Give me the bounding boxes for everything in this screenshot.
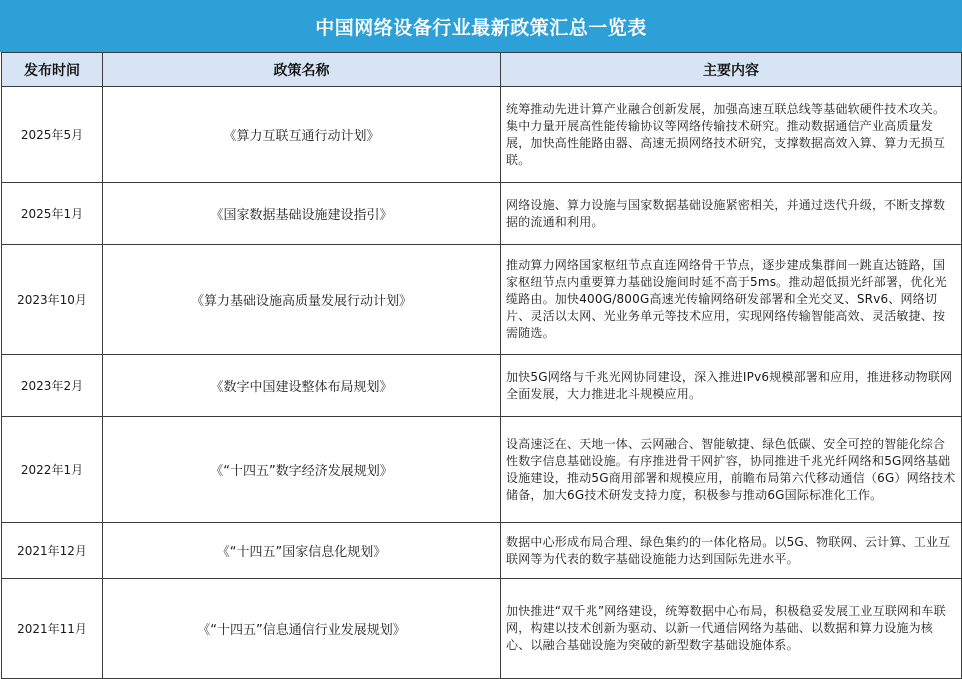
row-content: 数据中心形成布局合理、绿色集约的一体化格局。以5G、物联网、云计算、工业互联网等为代表的数字基础设施能力达到国际先进水平。 (501, 523, 962, 579)
row-content: 设高速泛在、天地一体、云网融合、智能敏捷、绿色低碳、安全可控的智能化综合性数字信息基础设施。有序推进骨干网扩容，协同推进千兆光纤网络和5G网络基础设施建设，推动5G商用部署和规模应用，前瞻布局第六代移动通信（6G）网络技术储备，加大6G技术研发支持力度，积极参与推动6G国际标准化工作。 (501, 417, 962, 523)
row-date: 2025年5月 (2, 87, 103, 183)
header-release-date: 发布时间 (2, 53, 103, 87)
table-row (2, 523, 962, 579)
row-policy-name: 《算力互联互通行动计划》 (103, 87, 501, 183)
row-content: 网络设施、算力设施与国家数据基础设施紧密相关，并通过迭代升级，不断支撑数据的流通和利用。 (501, 183, 962, 245)
table-title-bar (0, 0, 962, 52)
row-policy-name: 《国家数据基础设施建设指引》 (103, 183, 501, 245)
table-row (2, 355, 962, 417)
row-content: 推动算力网络国家枢纽节点直连网络骨干节点，逐步建成集群间一跳直达链路，国家枢纽节点内重要算力基础设施间时延不高于5ms。推动超低损光纤部署，优化光缆路由。加快400G/800G高速光传输网络研发部署和全光交叉、SRv6、网络切片、灵活以太网、光业务单元等技术应用，实现网络传输智能高效、灵活敏捷、按需随选。 (501, 245, 962, 355)
row-content: 统筹推动先进计算产业融合创新发展，加强高速互联总线等基础软硬件技术攻关。集中力量开展高性能传输协议等网络传输技术研究。推动数据通信产业高质量发展，加快高性能路由器、高速无损网络技术研究，支撑数据高效入算、算力无损互联。 (501, 87, 962, 183)
row-date: 2025年1月 (2, 183, 103, 245)
table-title: 中国网络设备行业最新政策汇总一览表 (315, 16, 647, 39)
row-date: 2021年11月 (2, 579, 103, 679)
header-policy-name: 政策名称 (103, 53, 501, 87)
table-row (2, 417, 962, 523)
table-row (2, 183, 962, 245)
row-date: 2022年1月 (2, 417, 103, 523)
header-main-content: 主要内容 (501, 53, 962, 87)
row-content: 加快5G网络与千兆光网协同建设，深入推进IPv6规模部署和应用，推进移动物联网全面发展，大力推进北斗规模应用。 (501, 355, 962, 417)
row-policy-name: 《算力基础设施高质量发展行动计划》 (103, 245, 501, 355)
row-policy-name: 《“十四五”信息通信行业发展规划》 (103, 579, 501, 679)
table-row (2, 245, 962, 355)
row-date: 2023年10月 (2, 245, 103, 355)
row-content: 加快推进“双千兆”网络建设，统筹数据中心布局，积极稳妥发展工业互联网和车联网，构建以技术创新为驱动、以新一代通信网络为基础、以数据和算力设施为核心、以融合基础设施为突破的新型数字基础设施体系。 (501, 579, 962, 679)
row-policy-name: 《“十四五”国家信息化规划》 (103, 523, 501, 579)
row-date: 2023年2月 (2, 355, 103, 417)
row-policy-name: 《数字中国建设整体布局规划》 (103, 355, 501, 417)
policy-table (1, 52, 962, 679)
row-policy-name: 《“十四五”数字经济发展规划》 (103, 417, 501, 523)
row-date: 2021年12月 (2, 523, 103, 579)
table-row (2, 87, 962, 183)
table-header-row (2, 53, 962, 87)
table-row (2, 579, 962, 679)
